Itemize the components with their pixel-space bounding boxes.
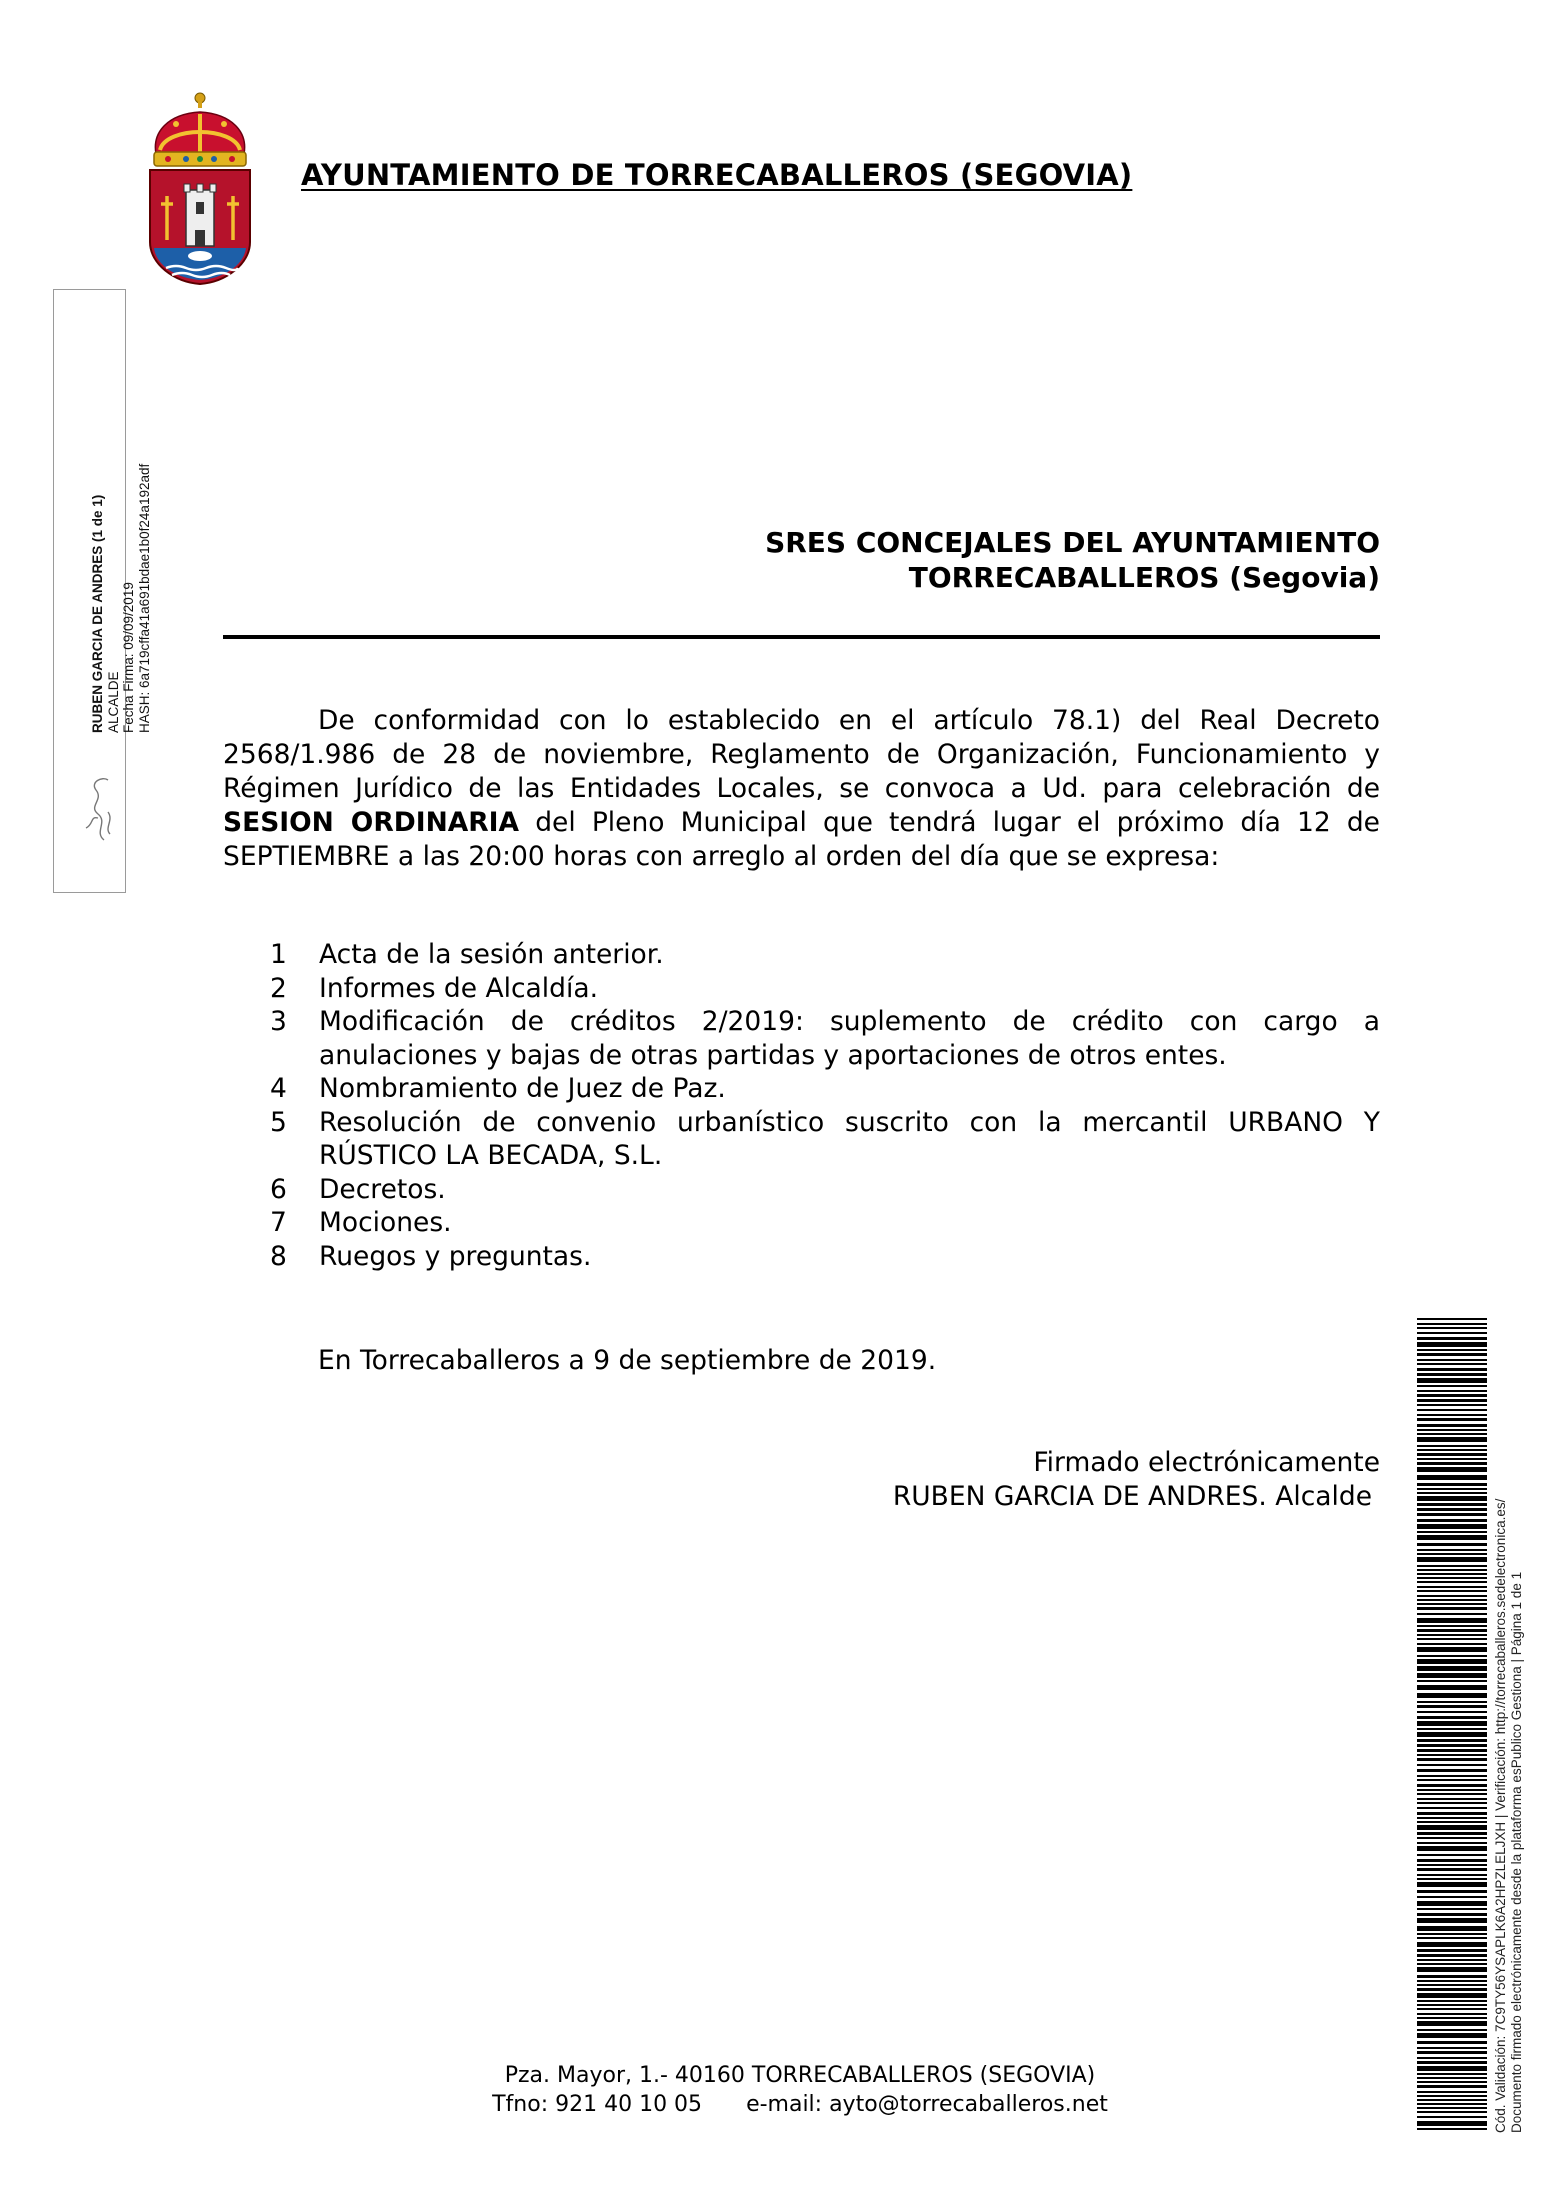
coat-of-arms-icon (146, 92, 254, 286)
signature-line-2: RUBEN GARCIA DE ANDRES. Alcalde (892, 1481, 1372, 1512)
agenda-item-text: Nombramiento de Juez de Paz. (319, 1073, 726, 1104)
recipient-line-2: TORRECABALLEROS (Segovia) (908, 561, 1380, 594)
agenda-item-number: 7 (270, 1207, 287, 1238)
verification-text (1493, 1313, 1525, 2133)
agenda-item-text: Decretos. (319, 1173, 446, 1205)
horizontal-rule (223, 635, 1380, 639)
session-type: SESION ORDINARIA (223, 807, 520, 838)
agenda-item-text: Acta de la sesión anterior. (319, 939, 664, 970)
footer-address: Pza. Mayor, 1.- 40160 TORRECABALLEROS (SEGOVIA) (504, 2063, 1096, 2088)
verification-line-1: Cód. Validación: 7C9TY56YSAPLK6A2HPZLELJXH | Verificación: http://torrecaballeros.sedelectronica.es/ (1493, 1498, 1508, 2133)
agenda-item-text: Modificación de créditos 2/2019: suplemento de crédito con cargo a anulaciones y bajas de otras partidas y aportaciones de otros entes. (319, 1006, 1380, 1071)
signature-stamp (90, 413, 152, 733)
agenda-item-number: 3 (270, 1006, 287, 1037)
agenda-item (270, 1206, 1380, 1240)
convocation-paragraph (223, 704, 1380, 874)
signer-role: ALCALDE (105, 671, 121, 733)
agenda-item (270, 1005, 1380, 1072)
agenda-item-number: 5 (270, 1106, 287, 1138)
agenda-item-number: 1 (270, 939, 287, 970)
agenda-item-number: 6 (270, 1173, 287, 1205)
signer-name: RUBEN GARCIA DE ANDRES (1 de 1) (90, 494, 105, 733)
footer-email: e-mail: ayto@torrecaballeros.net (746, 2092, 1108, 2117)
footer-phone: Tfno: 921 40 10 05 (492, 2092, 703, 2117)
page-footer (350, 2061, 1250, 2119)
recipient-line-1: SRES CONCEJALES DEL AYUNTAMIENTO (765, 526, 1380, 559)
body-text-part-2: del Pleno Municipal que tendrá lugar el próximo día 12 de SEPTIEMBRE a las 20:00 horas con arreglo al orden del día que se expresa: (223, 807, 1380, 872)
signature-date: Fecha Firma: 09/09/2019 (121, 582, 136, 733)
barcode-icon (1417, 1318, 1487, 2130)
agenda-item-text: Mociones. (319, 1207, 452, 1238)
agenda-item (270, 1072, 1380, 1106)
agenda-item-text: Resolución de convenio urbanístico suscrito con la mercantil URBANO Y RÚSTICO LA BECADA, S.L. (319, 1106, 1380, 1171)
agenda-list (270, 938, 1380, 1273)
agenda-item (270, 1240, 1380, 1274)
verification-line-2: Documento firmado electrónicamente desde la plataforma esPublico Gestiona | Página 1 de 1 (1509, 1571, 1524, 2133)
agenda-item (270, 972, 1380, 1006)
agenda-item-number: 8 (270, 1240, 287, 1272)
agenda-item (270, 938, 1380, 972)
page-title: AYUNTAMIENTO DE TORRECABALLEROS (SEGOVIA) (301, 158, 1133, 192)
body-text-part-1: De conformidad con lo establecido en el artículo 78.1) del Real Decreto 2568/1.986 de 28 de noviembre, Reglamento de Organización, Funcionamiento y Régimen Jurídico de las Entidades Locales, se convoca a Ud. para celebración de (223, 705, 1380, 804)
agenda-item-number: 2 (270, 972, 287, 1004)
agenda-item (270, 1173, 1380, 1207)
agenda-item-text: Ruegos y preguntas. (319, 1240, 592, 1272)
signature-block (700, 1446, 1380, 1514)
recipient-block (600, 525, 1380, 595)
agenda-item-text: Informes de Alcaldía. (319, 972, 598, 1004)
date-line: En Torrecaballeros a 9 de septiembre de 2019. (318, 1345, 937, 1376)
agenda-item (270, 1106, 1380, 1173)
handwritten-signature-icon (74, 770, 122, 846)
signature-line-1: Firmado electrónicamente (1033, 1447, 1380, 1478)
agenda-item-number: 4 (270, 1073, 287, 1104)
signature-hash: HASH: 6a719cffa41a691bdae1b0f24a192adf (136, 463, 152, 733)
